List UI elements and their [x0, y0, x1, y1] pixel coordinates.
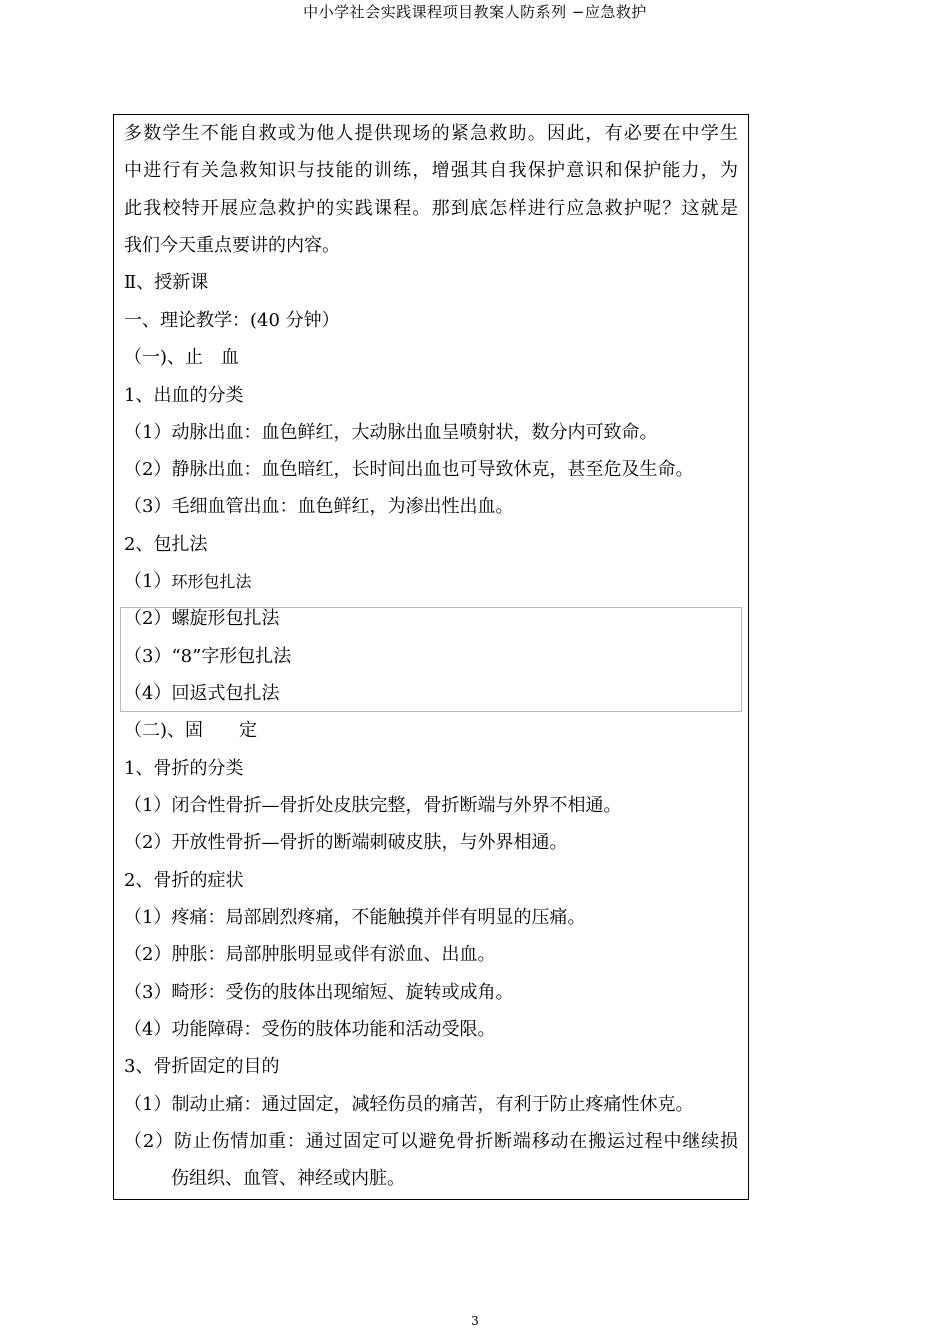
list-item: （1）疼痛：局部剧烈疼痛，不能触摸并伴有明显的压痛。 — [124, 907, 586, 928]
list-item: （4）回返式包扎法 — [124, 683, 280, 704]
list-item: （2）开放性骨折—骨折的断端刺破皮肤，与外界相通。 — [124, 832, 568, 853]
fracture-classification-heading: 1、骨折的分类 — [124, 758, 244, 779]
list-item: （2）防止伤情加重：通过固定可以避免骨折断端移动在搬运过程中继续损 — [124, 1131, 738, 1152]
list-item: （1）闭合性骨折—骨折处皮肤完整，骨折断端与外界不相通。 — [124, 795, 622, 816]
list-item: （3）“8”字形包扎法 — [124, 646, 292, 667]
list-item: （1）制动止痛：通过固定，减轻伤员的痛苦，有利于防止疼痛性休克。 — [124, 1094, 694, 1115]
page-header: 中小学社会实践课程项目教案人防系列 −应急救护 — [303, 3, 647, 21]
intro-paragraph-line: 多数学生不能自救或为他人提供现场的紧急救助。因此，有必要在中学生 — [124, 123, 738, 144]
list-item-text: 环形包扎法 — [171, 572, 252, 591]
fixation-purpose-heading: 3、骨折固定的目的 — [124, 1056, 280, 1077]
bleeding-classification-heading: 1、出血的分类 — [124, 385, 244, 406]
list-item: （3）畸形：受伤的肢体出现缩短、旋转或成角。 — [124, 982, 514, 1003]
list-item: （3）毛细血管出血：血色鲜红，为渗出性出血。 — [124, 496, 514, 517]
list-item: （2）肿胀：局部肿胀明显或伴有淤血、出血。 — [124, 944, 496, 965]
intro-paragraph-line: 此我校特开展应急救护的实践课程。那到底怎样进行应急救护呢？这就是 — [124, 198, 738, 219]
list-item: （2）静脉出血：血色暗红，长时间出血也可导致休克，甚至危及生命。 — [124, 459, 694, 480]
intro-paragraph-line: 中进行有关急救知识与技能的训练，增强其自我保护意识和保护能力，为 — [124, 160, 738, 181]
list-item: （4）功能障碍：受伤的肢体功能和活动受限。 — [124, 1019, 496, 1040]
bandaging-heading: 2、包扎法 — [124, 534, 208, 555]
fixation-heading: （二)、固 定 — [124, 720, 258, 741]
intro-paragraph-line: 我们今天重点要讲的内容。 — [124, 235, 340, 256]
list-item-continuation: 伤组织、血管、神经或内脏。 — [171, 1168, 405, 1189]
stop-bleeding-heading: （一)、止 血 — [124, 347, 240, 368]
list-item-number: （1） — [124, 571, 172, 592]
list-item: （2）螺旋形包扎法 — [124, 608, 280, 629]
list-item: （1）动脉出血：血色鲜红，大动脉出血呈喷射状，数分内可致命。 — [124, 422, 658, 443]
fracture-symptoms-heading: 2、骨折的症状 — [124, 870, 244, 891]
list-item — [124, 570, 251, 594]
theory-teaching-heading: 一、理论教学：(40 分钟） — [124, 310, 340, 331]
page-number: 3 — [471, 1314, 479, 1328]
section-heading-new-lesson: Ⅱ、授新课 — [124, 272, 209, 293]
